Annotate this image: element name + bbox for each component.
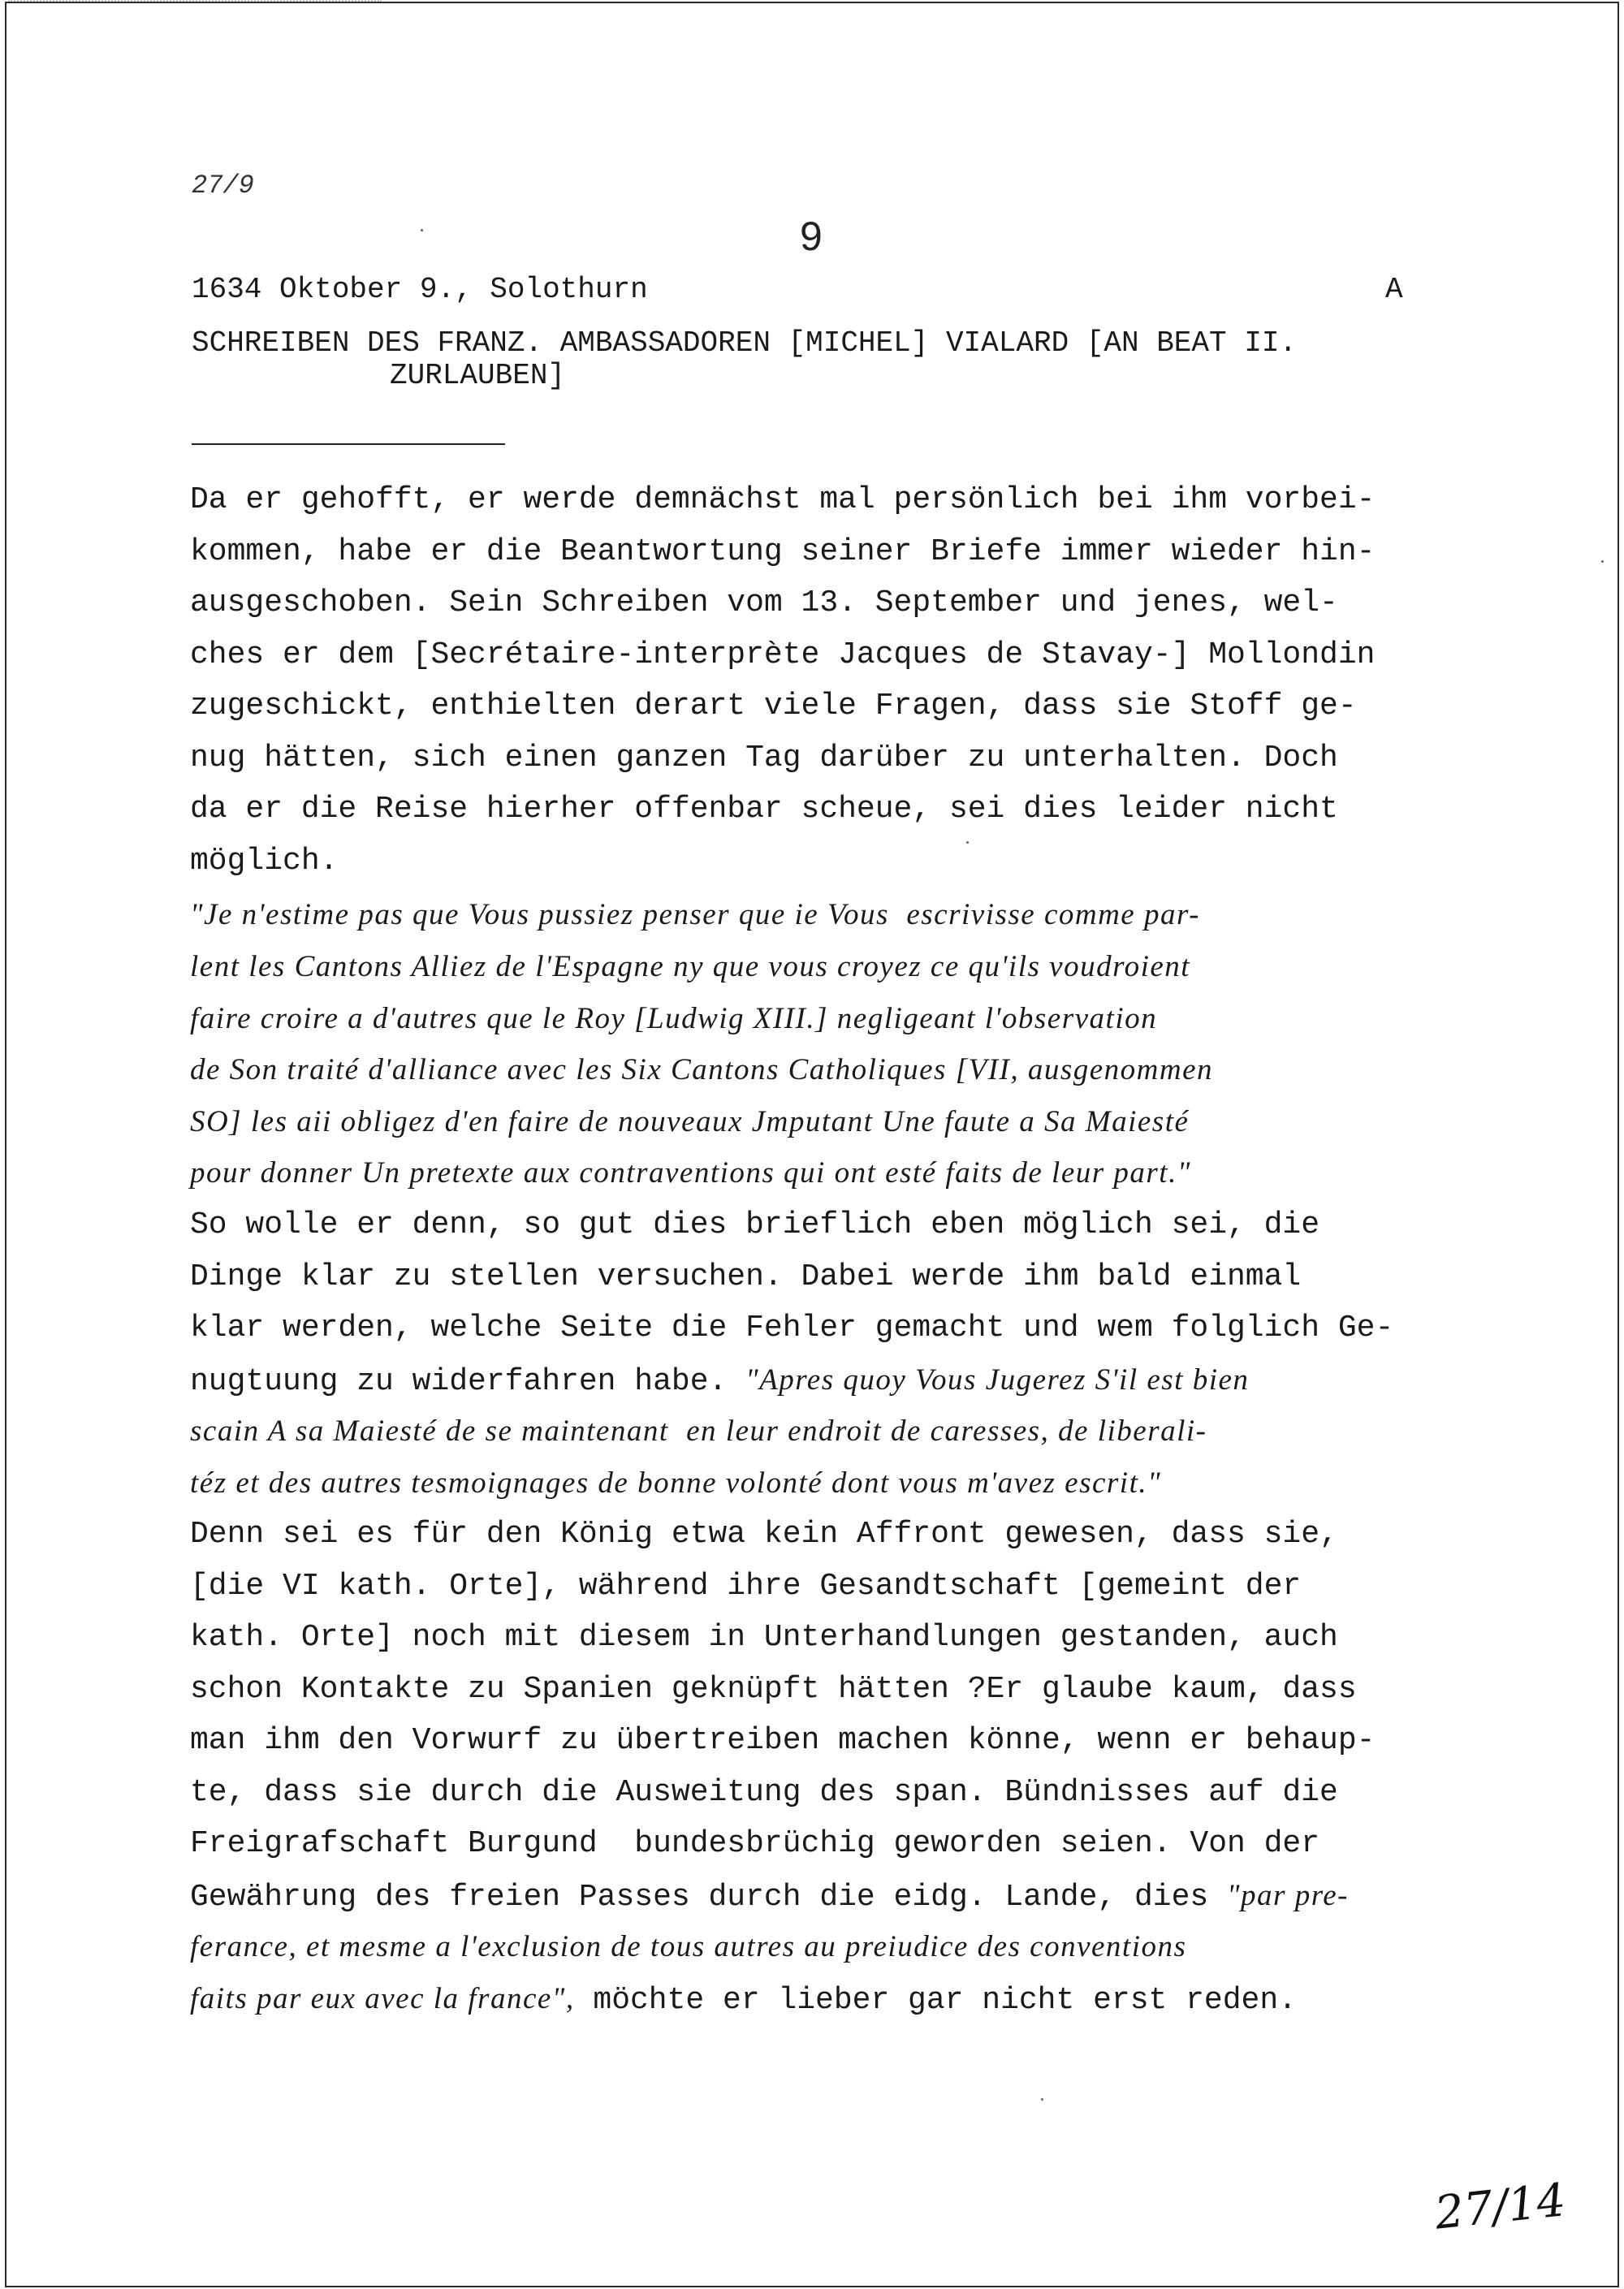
body-text: nugtuung zu widerfahren habe. bbox=[190, 1364, 746, 1399]
body-line: Denn sei es für den König etwa kein Affront gewesen, dass sie, bbox=[190, 1517, 1338, 1552]
scan-speck bbox=[1041, 2098, 1043, 2101]
body-line: [die VI kath. Orte], während ihre Gesandtschaft [gemeint der bbox=[190, 1569, 1302, 1604]
quote-text: faits par eux avec la france", bbox=[190, 1982, 575, 2015]
body-line: Da er gehofft, er werde demnächst mal persönlich bei ihm vorbei- bbox=[190, 482, 1376, 517]
quote-line: "Je n'estime pas que Vous pussiez penser que ie Vous escrivisse comme par- bbox=[190, 898, 1200, 931]
reference-number: 27/9 bbox=[192, 171, 254, 201]
body-line: schon Kontakte zu Spanien geknüpft hätten ?Er glaube kaum, dass bbox=[190, 1672, 1357, 1707]
quote-text: "par pre- bbox=[1227, 1879, 1349, 1912]
body-line: kath. Orte] noch mit diesem in Unterhandlungen gestanden, auch bbox=[190, 1620, 1338, 1655]
document-title-line-1: SCHREIBEN DES FRANZ. AMBASSADOREN [MICHEL] VIALARD [AN BEAT II. bbox=[192, 326, 1298, 360]
quote-text: "Apres quoy Vous Jugerez S'il est bien bbox=[745, 1363, 1250, 1397]
document-letter: A bbox=[1385, 273, 1403, 306]
quote-line: de Son traité d'alliance avec les Six Cantons Catholiques [VII, ausgenommen bbox=[190, 1053, 1214, 1086]
scan-artifact bbox=[8, 0, 382, 6]
body-line: da er die Reise hierher offenbar scheue, sei dies leider nicht bbox=[190, 792, 1338, 827]
body-line bbox=[190, 1878, 1349, 1915]
scan-speck bbox=[966, 841, 969, 844]
handwritten-page-number: 27/14 bbox=[1432, 2174, 1569, 2240]
quote-line: téz et des autres tesmoignages de bonne volonté dont vous m'avez escrit." bbox=[190, 1466, 1162, 1500]
body-line: nug hätten, sich einen ganzen Tag darüber zu unterhalten. Doch bbox=[190, 741, 1338, 775]
body-line: ches er dem [Secrétaire-interprète Jacques de Stavay-] Mollondin bbox=[190, 637, 1376, 672]
body-line bbox=[190, 1363, 1249, 1399]
body-line: man ihm den Vorwurf zu übertreiben machen könne, wenn er behaup- bbox=[190, 1723, 1376, 1758]
body-text: Gewährung des freien Passes durch die eidg. Lande, dies bbox=[190, 1880, 1228, 1915]
document-title-line-2: ZURLAUBEN] bbox=[390, 359, 566, 392]
quote-line: faire croire a d'autres que le Roy [Ludwig XIII.] negligeant l'observation bbox=[190, 1002, 1158, 1035]
scan-speck bbox=[421, 229, 423, 231]
body-line: zugeschickt, enthielten derart viele Fragen, dass sie Stoff ge- bbox=[190, 689, 1357, 723]
quote-line: lent les Cantons Alliez de l'Espagne ny que vous croyez ce qu'ils voudroient bbox=[190, 950, 1191, 983]
document-number: 9 bbox=[800, 214, 823, 259]
body-line bbox=[190, 1981, 1297, 2018]
date-place: 1634 Oktober 9., Solothurn bbox=[192, 273, 648, 306]
body-line: Dinge klar zu stellen versuchen. Dabei werde ihm bald einmal bbox=[190, 1259, 1302, 1294]
body-line: te, dass sie durch die Ausweitung des span. Bündnisses auf die bbox=[190, 1775, 1338, 1810]
body-line: So wolle er denn, so gut dies brieflich eben möglich sei, die bbox=[190, 1207, 1320, 1242]
quote-line: ferance, et mesme a l'exclusion de tous autres au preiudice des conventions bbox=[190, 1930, 1187, 1963]
body-line: ausgeschoben. Sein Schreiben vom 13. September und jenes, wel- bbox=[190, 585, 1338, 620]
title-underline bbox=[192, 443, 505, 445]
body-line: kommen, habe er die Beantwortung seiner Briefe immer wieder hin- bbox=[190, 534, 1376, 569]
scan-speck bbox=[1601, 560, 1604, 563]
body-line: klar werden, welche Seite die Fehler gemacht und wem folglich Ge- bbox=[190, 1311, 1394, 1345]
body-text: möchte er lieber gar nicht erst reden. bbox=[574, 1983, 1297, 2018]
body-line: möglich. bbox=[190, 844, 339, 879]
quote-line: pour donner Un pretexte aux contraventions qui ont esté faits de leur part." bbox=[190, 1156, 1191, 1190]
quote-line: SO] les aii obligez d'en faire de nouveaux Jmputant Une faute a Sa Maiesté bbox=[190, 1105, 1190, 1138]
body-line: Freigrafschaft Burgund bundesbrüchig geworden seien. Von der bbox=[190, 1826, 1320, 1861]
quote-line: scain A sa Maiesté de se maintenant en leur endroit de caresses, de liberali- bbox=[190, 1414, 1207, 1448]
